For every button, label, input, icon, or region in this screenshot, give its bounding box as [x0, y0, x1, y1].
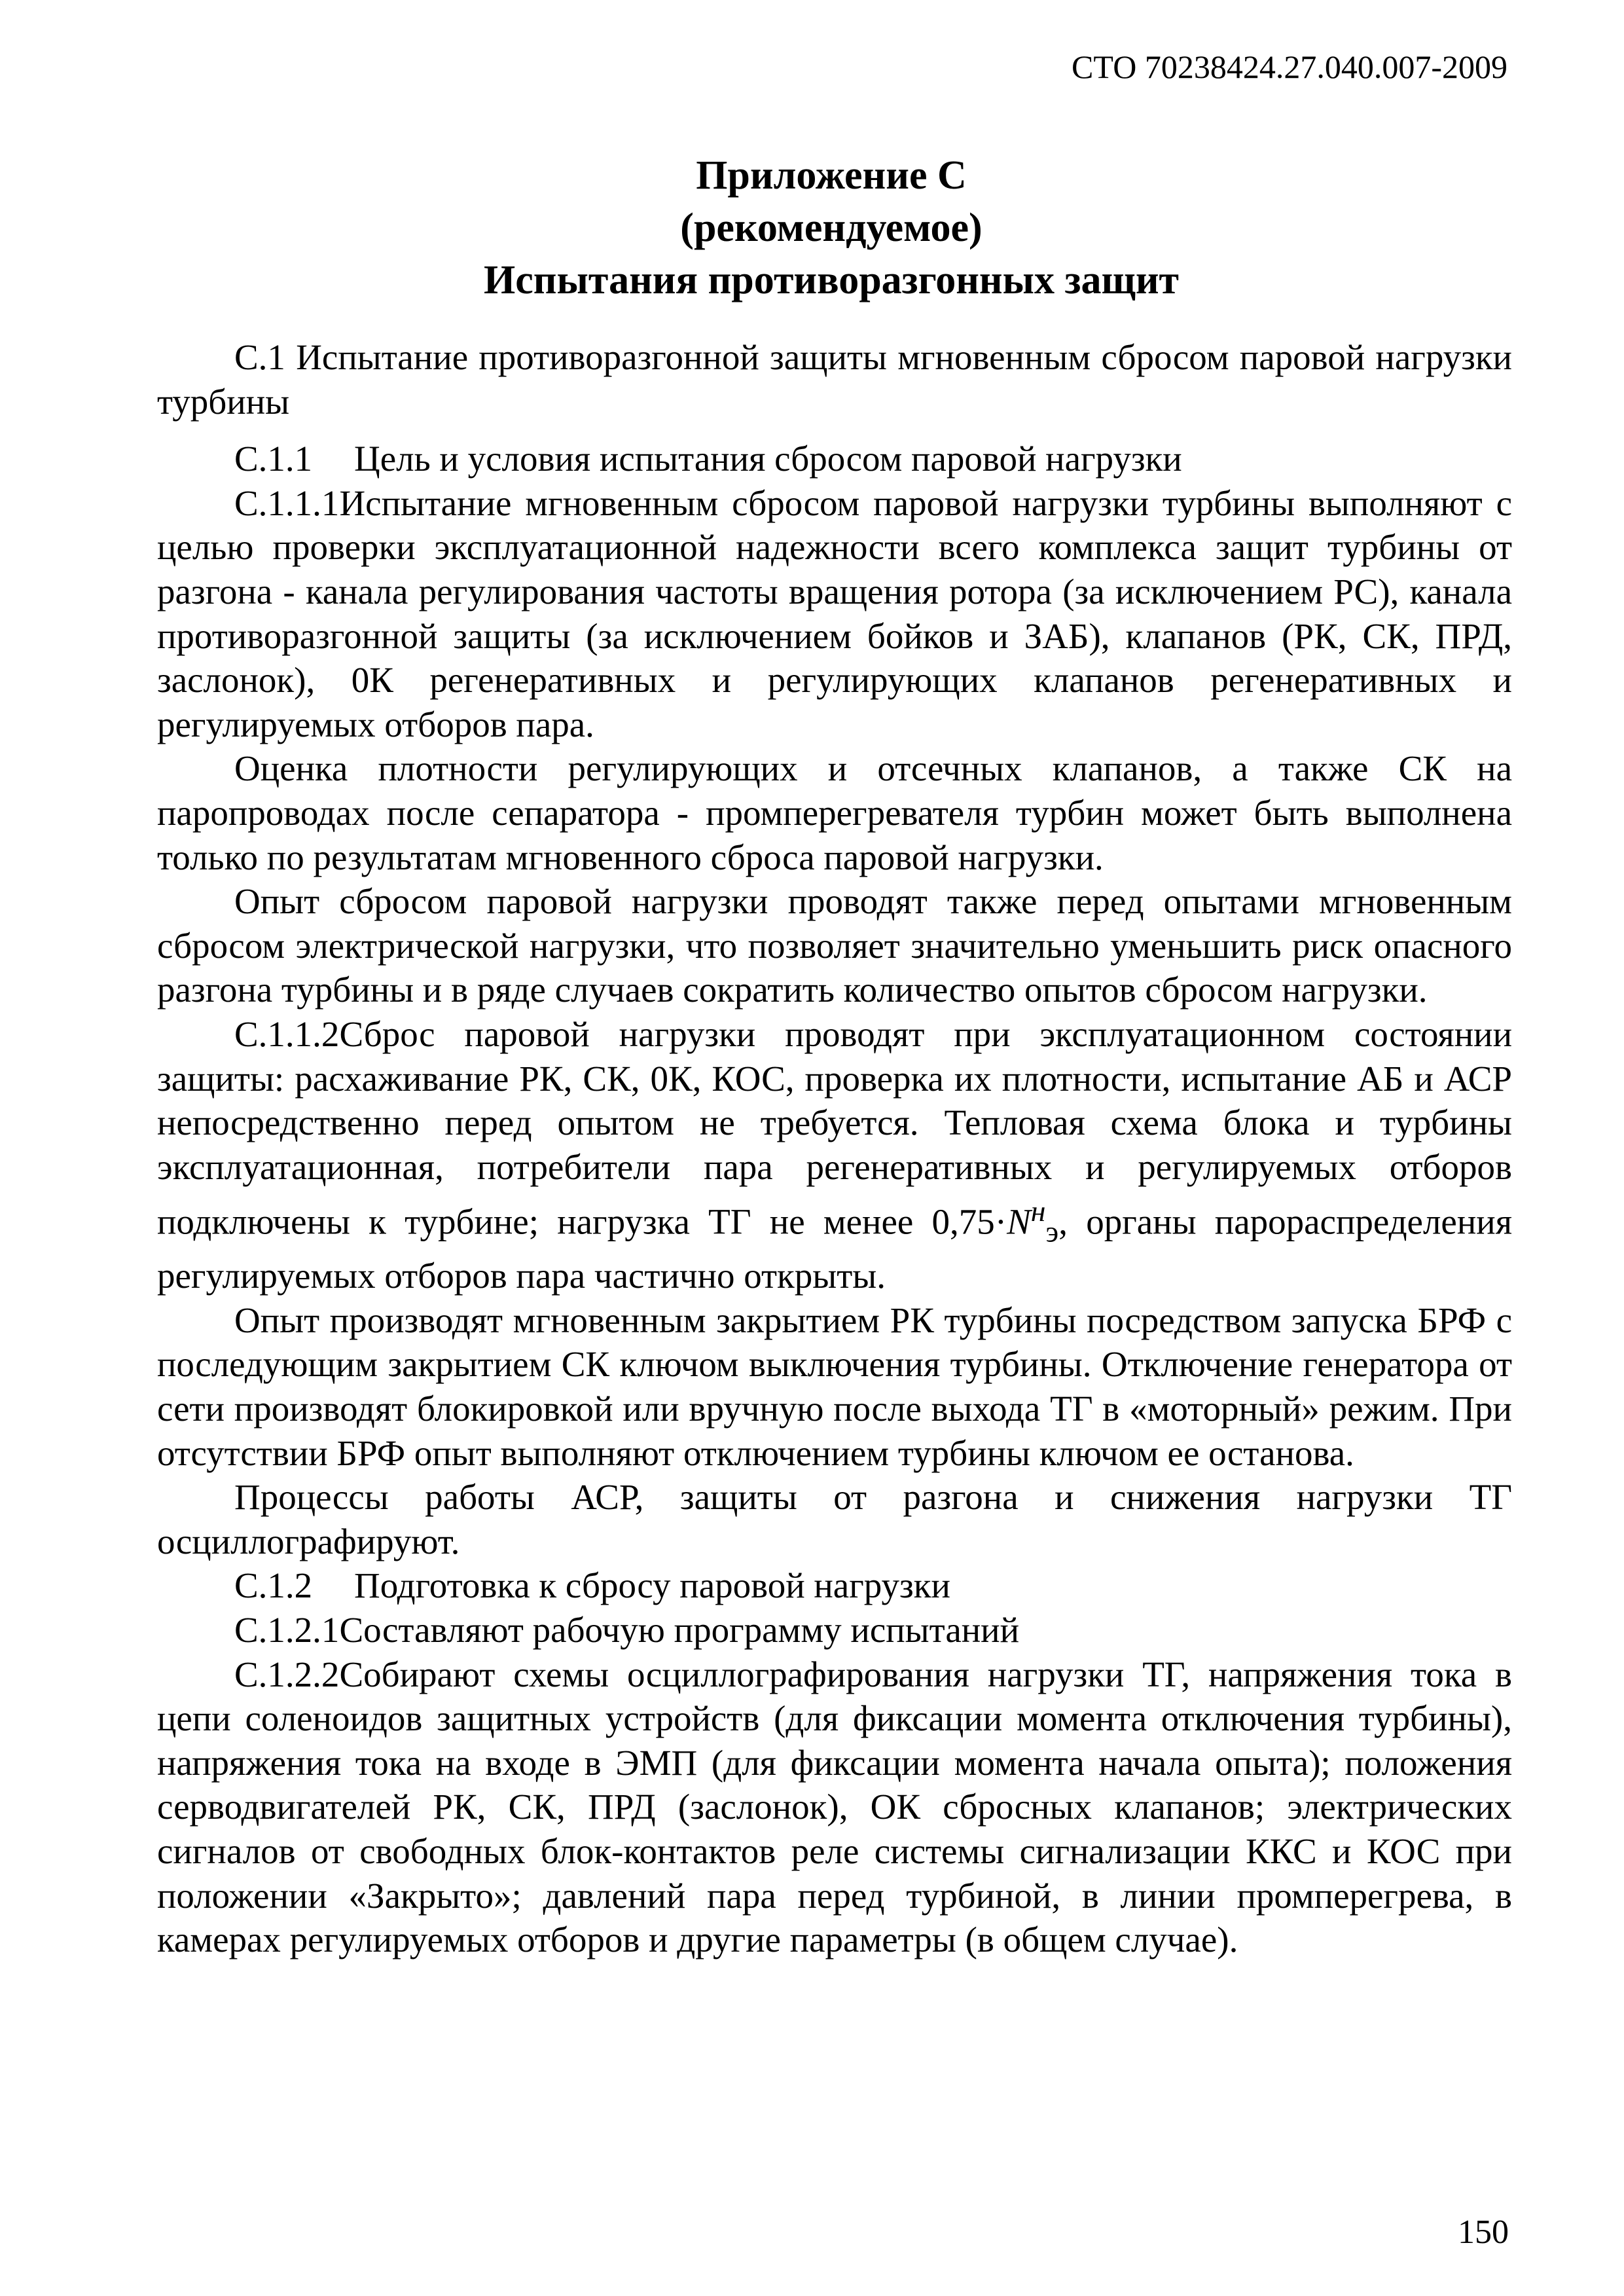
- section-c1-2-1-paragraph: [157, 1608, 1512, 1652]
- appendix-subject: Испытания противоразгонных защит: [484, 258, 1179, 302]
- section-c1-1-2-paragraph: [157, 1012, 1512, 1298]
- appendix-title: Приложение С: [696, 153, 967, 198]
- paragraph-text: Испытание мгновенным сбросом паровой нагрузки турбины выполняют с целью проверки эксплуатационной надежности всего комплекса защит турбины от разгона - канала регулирования частоты вращения ротора (за исключением РС), канала противоразгонной защиты (за исключением бойков и ЗАБ), клапанов (РК, СК, ПРД, заслонок), 0К регенеративных и регулирующих клапанов регенеративных и регулируемых отборов пара.: [157, 483, 1512, 744]
- formula-superscript: н: [1030, 1194, 1046, 1228]
- paragraph: Процессы работы АСР, защиты от разгона и снижения нагрузки ТГ осциллографируют.: [157, 1477, 1512, 1561]
- paragraph-text: Собирают схемы осциллографирования нагрузки ТГ, напряжения тока в цепи соленоидов защитных устройств (для фиксации момента отключения турбины), напряжения тока на входе в ЭМП (для фиксации момента начала опыта); положения серводвигателей РК, СК, ПРД (заслонок), ОК сбросных клапанов; электрических сигналов от свободных блок-контактов реле системы сигнализации ККС и КОС при положении «Закрыто»; давлений пара перед турбиной, в линии промперегрева, в камерах регулируемых отборов и другие параметры (в общем случае).: [157, 1654, 1512, 1960]
- page-number: 150: [1458, 2214, 1509, 2251]
- document-code: СТО 70238424.27.040.007-2009: [1072, 48, 1507, 85]
- formula-symbol: N: [1007, 1201, 1031, 1242]
- formula-subscript: э: [1045, 1214, 1059, 1248]
- paragraph-text: , органы парораспределения регулируемых отборов пара частично открыты.: [157, 1201, 1512, 1296]
- section-c1-2-heading: [157, 1563, 1512, 1608]
- section-number: С.1.2.2: [234, 1654, 340, 1694]
- section-title: Цель и условия испытания сбросом паровой нагрузки: [354, 439, 1182, 479]
- section-c1-heading: С.1 Испытание противоразгонной защиты мгновенным сбросом паровой нагрузки турбины: [157, 337, 1512, 422]
- document-body: [157, 335, 1512, 1962]
- section-c1-1-heading: [157, 437, 1512, 481]
- section-c1-2-2-paragraph: [157, 1652, 1512, 1962]
- section-number: С.1.1.2: [234, 1013, 340, 1054]
- section-number: С.1.2.1: [234, 1609, 340, 1650]
- section-number: С.1.1: [234, 439, 313, 479]
- section-c1-1-1-paragraph: [157, 481, 1512, 747]
- section-title: Подготовка к сбросу паровой нагрузки: [354, 1565, 950, 1606]
- paragraph-text: Сброс паровой нагрузки проводят при эксплуатационном состоянии защиты: расхаживание РК, СК, 0К, КОС, проверка их плотности, испытание АБ и АСР непосредственно перед опытом не требуется. Тепловая схема блока и турбины эксплуатационная, потребители пара регенеративных и регулируемых отборов подключены к турбине; нагрузка ТГ не менее 0,75·: [157, 1013, 1512, 1242]
- appendix-status: (рекомендуемое): [680, 206, 983, 250]
- paragraph-text: Составляют рабочую программу испытаний: [339, 1609, 1020, 1650]
- appendix-title-block: [157, 149, 1506, 306]
- paragraph: Опыт сбросом паровой нагрузки проводят также перед опытами мгновенным сбросом электрической нагрузки, что позволяет значительно уменьшить риск опасного разгона турбины и в ряде случаев сократить количество опытов сбросом нагрузки.: [157, 881, 1512, 1010]
- paragraph: Опыт производят мгновенным закрытием РК турбины посредством запуска БРФ с последующим закрытием СК ключом выключения турбины. Отключение генератора от сети производят блокировкой или вручную после выхода ТГ в «моторный» режим. При отсутствии БРФ опыт выполняют отключением турбины ключом ее останова.: [157, 1300, 1512, 1473]
- section-number: С.1.1.1: [234, 483, 340, 523]
- section-number: С.1.2: [234, 1565, 313, 1606]
- paragraph: Оценка плотности регулирующих и отсечных клапанов, а также СК на паропроводах после сепаратора - промперегревателя турбин может быть выполнена только по результатам мгновенного сброса паровой нагрузки.: [157, 748, 1512, 877]
